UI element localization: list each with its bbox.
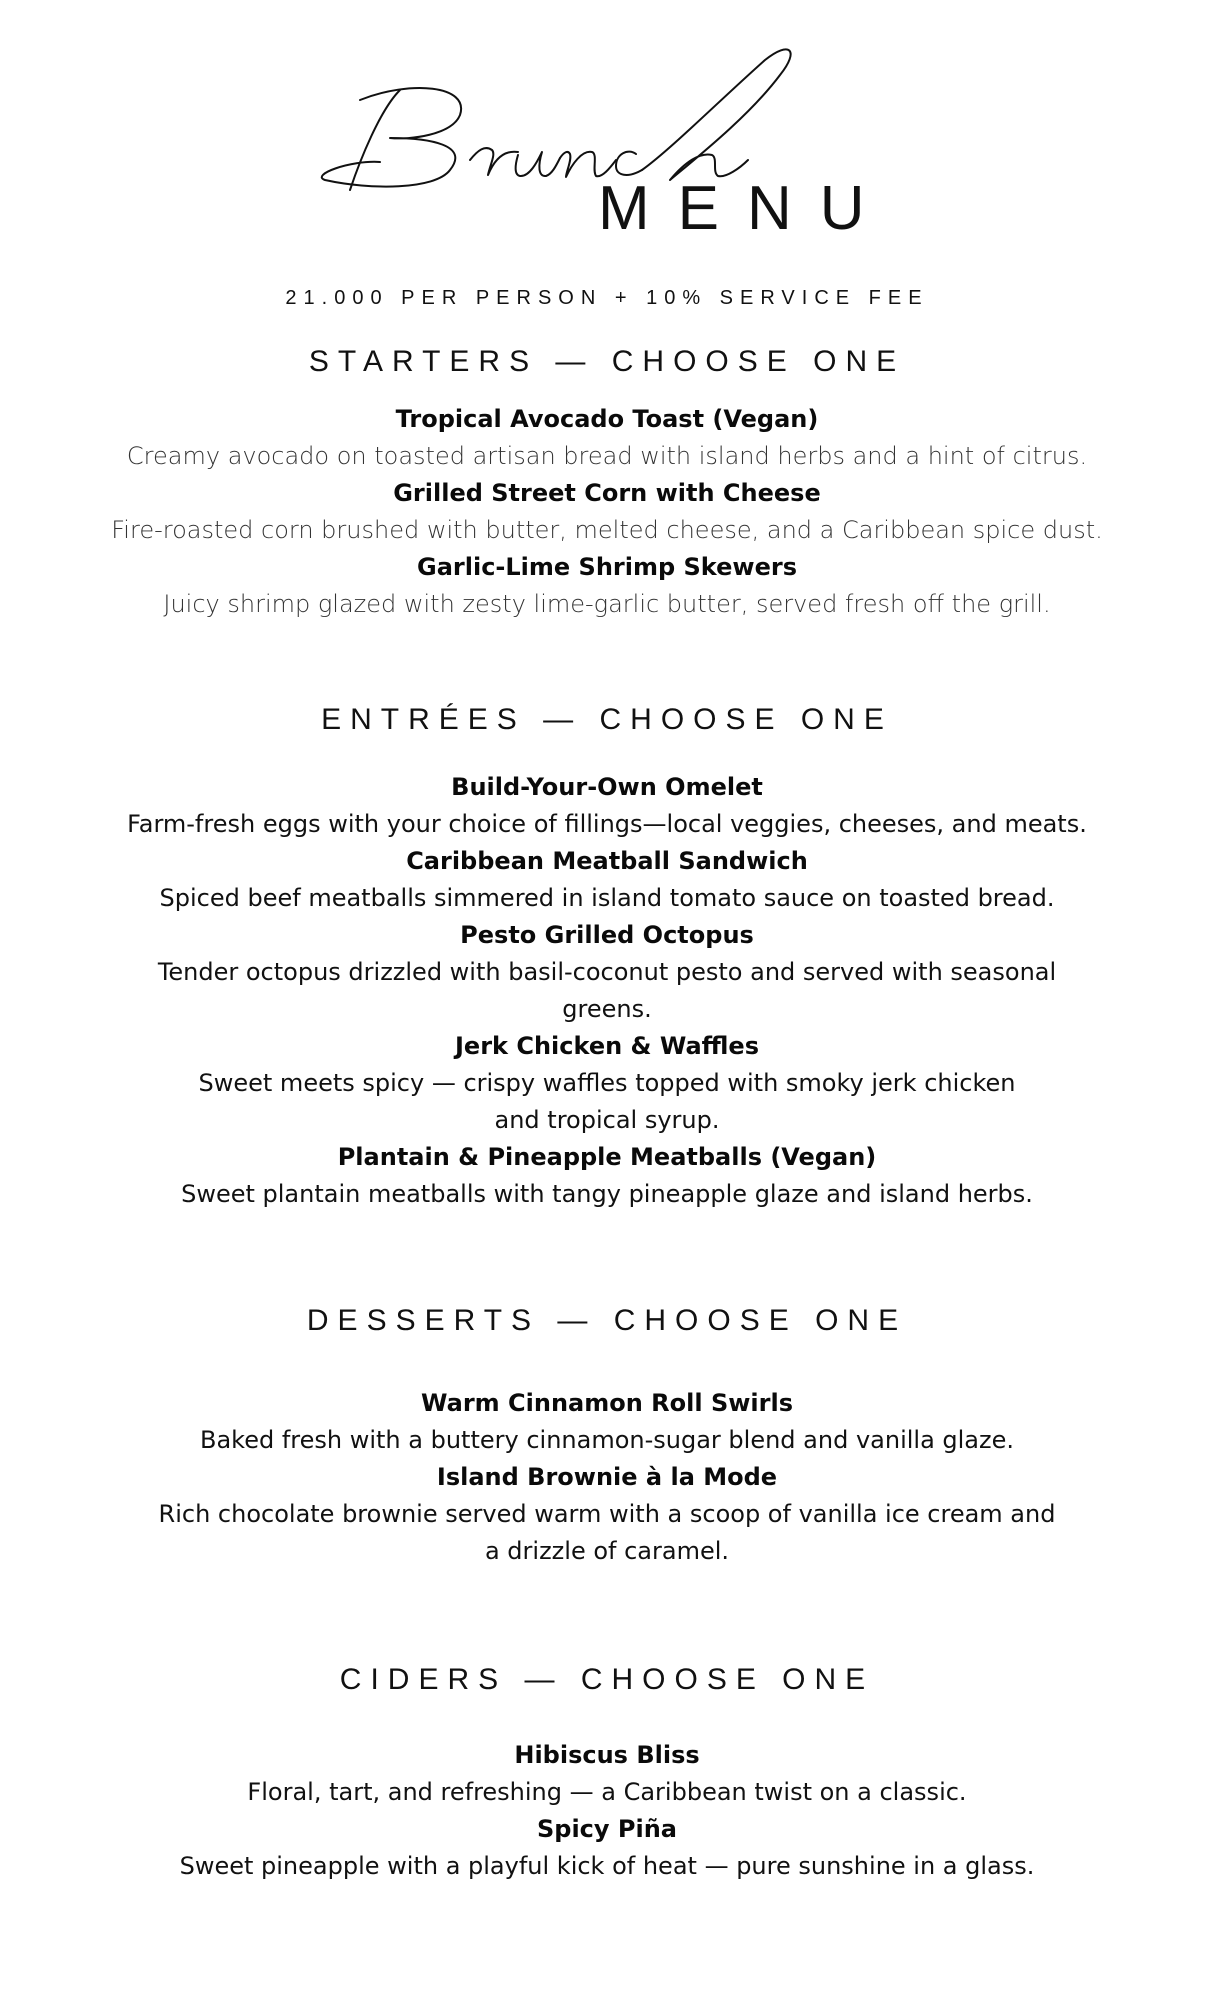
item-name: Tropical Avocado Toast (Vegan)	[395, 405, 819, 433]
item-name: Grilled Street Corn with Cheese	[393, 479, 821, 507]
item-description: Rich chocolate brownie served warm with a scoop of vanilla ice cream and a drizzle of caramel.	[158, 1500, 1056, 1565]
item-description: Juicy shrimp glazed with zesty lime-garlic butter, served fresh off the grill.	[163, 590, 1051, 618]
item-description: Sweet meets spicy — crispy waffles topped with smoky jerk chicken and tropical syrup.	[198, 1069, 1016, 1134]
item-description: Creamy avocado on toasted artisan bread with island herbs and a hint of citrus.	[126, 442, 1088, 470]
item-name: Island Brownie à la Mode	[436, 1463, 778, 1491]
starters-list	[110, 401, 1104, 623]
item-description: Sweet plantain meatballs with tangy pineapple glaze and island herbs.	[181, 1180, 1033, 1208]
item-name: Plantain & Pineapple Meatballs (Vegan)	[337, 1143, 877, 1171]
item-name: Jerk Chicken & Waffles	[455, 1032, 759, 1060]
menu-heading: MENU	[598, 174, 893, 243]
item-description: Spiced beef meatballs simmered in island tomato sauce on toasted bread.	[159, 884, 1055, 912]
section-heading-starters: STARTERS — CHOOSE ONE	[308, 345, 906, 378]
item-description: Fire-roasted corn brushed with butter, melted cheese, and a Caribbean spice dust.	[111, 516, 1103, 544]
item-description: Tender octopus drizzled with basil-coconut pesto and served with seasonal greens.	[157, 958, 1057, 1023]
item-name: Hibiscus Bliss	[514, 1741, 700, 1769]
item-name: Caribbean Meatball Sandwich	[406, 847, 808, 875]
item-description: Baked fresh with a buttery cinnamon-sugar blend and vanilla glaze.	[199, 1426, 1015, 1454]
item-description: Farm-fresh eggs with your choice of fillings—local veggies, cheeses, and meats.	[127, 810, 1087, 838]
item-name: Pesto Grilled Octopus	[460, 921, 754, 949]
price-line: 21.000 PER PERSON + 10% SERVICE FEE	[285, 287, 929, 309]
entrees-list	[110, 769, 1104, 1213]
ciders-list	[110, 1737, 1104, 1885]
item-name: Build-Your-Own Omelet	[451, 773, 763, 801]
section-heading-ciders: CIDERS — CHOOSE ONE	[339, 1663, 875, 1696]
item-description: Floral, tart, and refreshing — a Caribbean twist on a classic.	[247, 1778, 967, 1806]
item-description: Sweet pineapple with a playful kick of heat — pure sunshine in a glass.	[179, 1852, 1035, 1880]
section-heading-entrees: ENTRÉES — CHOOSE ONE	[321, 703, 893, 736]
desserts-list	[110, 1385, 1104, 1570]
item-name: Spicy Piña	[536, 1815, 677, 1843]
item-name: Garlic-Lime Shrimp Skewers	[417, 553, 797, 581]
item-name: Warm Cinnamon Roll Swirls	[421, 1389, 793, 1417]
section-heading-desserts: DESSERTS — CHOOSE ONE	[306, 1304, 908, 1337]
